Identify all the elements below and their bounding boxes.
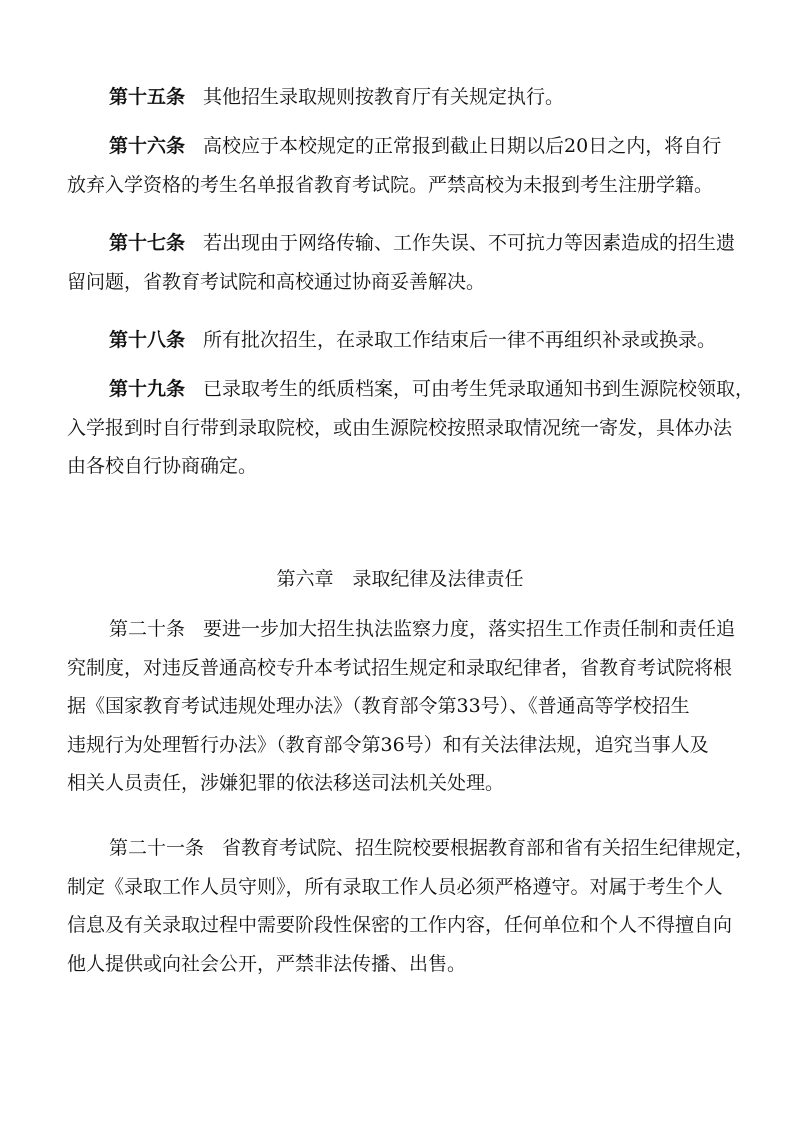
chapter-heading <box>0 560 800 598</box>
article-19-line-3: 由各校自行协商确定。 <box>67 455 258 477</box>
article-19-line-2: 入学报到时自行带到录取院校，或由生源院校按照录取情况统一寄发，具体办法 <box>67 416 733 439</box>
article-21-label: 第二十一条 <box>109 837 205 859</box>
article-20-line-1: 要进一步加大招生执法监察力度，落实招生工作责任制和责任追 <box>203 618 736 640</box>
article-15 <box>109 78 749 117</box>
article-18 <box>109 321 749 360</box>
article-20-line-3: 据《国家教育考试违规处理办法》（教育部令第33号）、《普通高等学校招生 <box>67 695 690 717</box>
article-21-line-2: 制定《录取工作人员守则》，所有录取工作人员必须严格遵守。对属于考生个人 <box>67 875 723 898</box>
article-16 <box>67 127 749 204</box>
article-20-line-5: 相关人员责任，涉嫌犯罪的依法移送司法机关处理。 <box>67 772 505 794</box>
article-18-line-1: 所有批次招生，在录取工作结束后一律不再组织补录或换录。 <box>203 329 717 351</box>
article-17-label: 第十七条 <box>109 232 186 254</box>
article-19-line-1: 已录取考生的纸质档案，可由考生凭录取通知书到生源院校领取， <box>203 378 755 400</box>
article-21 <box>67 829 755 983</box>
article-20-line-2: 究制度，对违反普通高校专升本考试招生规定和录取纪律者，省教育考试院将根 <box>67 656 733 679</box>
article-16-line-1: 高校应于本校规定的正常报到截止日期以后20日之内，将自行 <box>203 135 722 157</box>
article-21-line-1: 省教育考试院、招生院校要根据教育部和省有关招生纪律规定， <box>222 837 755 859</box>
article-19-label: 第十九条 <box>109 378 186 400</box>
article-15-line-1: 其他招生录取规则按教育厅有关规定执行。 <box>203 86 565 108</box>
chapter-title: 录取纪律及法律责任 <box>352 568 524 590</box>
chapter-number: 第六章 <box>276 568 334 590</box>
article-20-label: 第二十条 <box>109 618 186 640</box>
article-21-line-3: 信息及有关录取过程中需要阶段性保密的工作内容，任何单位和个人不得擅自向 <box>67 914 733 936</box>
article-20 <box>67 610 749 803</box>
article-19 <box>67 370 755 486</box>
article-16-line-2: 放弃入学资格的考生名单报省教育考试院。严禁高校为未报到考生注册学籍。 <box>67 173 714 196</box>
article-18-label: 第十八条 <box>109 329 186 351</box>
article-15-label: 第十五条 <box>109 86 186 108</box>
article-17-line-2: 留问题，省教育考试院和高校通过协商妥善解决。 <box>67 270 486 293</box>
article-21-line-4: 他人提供或向社会公开，严禁非法传播、出售。 <box>67 952 467 975</box>
article-17 <box>67 224 749 301</box>
article-20-line-4: 违规行为处理暂行办法》（教育部令第36号）和有关法律法规，追究当事人及 <box>67 733 709 756</box>
article-17-line-1: 若出现由于网络传输、工作失误、不可抗力等因素造成的招生遗 <box>203 232 736 254</box>
article-16-label: 第十六条 <box>109 135 186 157</box>
